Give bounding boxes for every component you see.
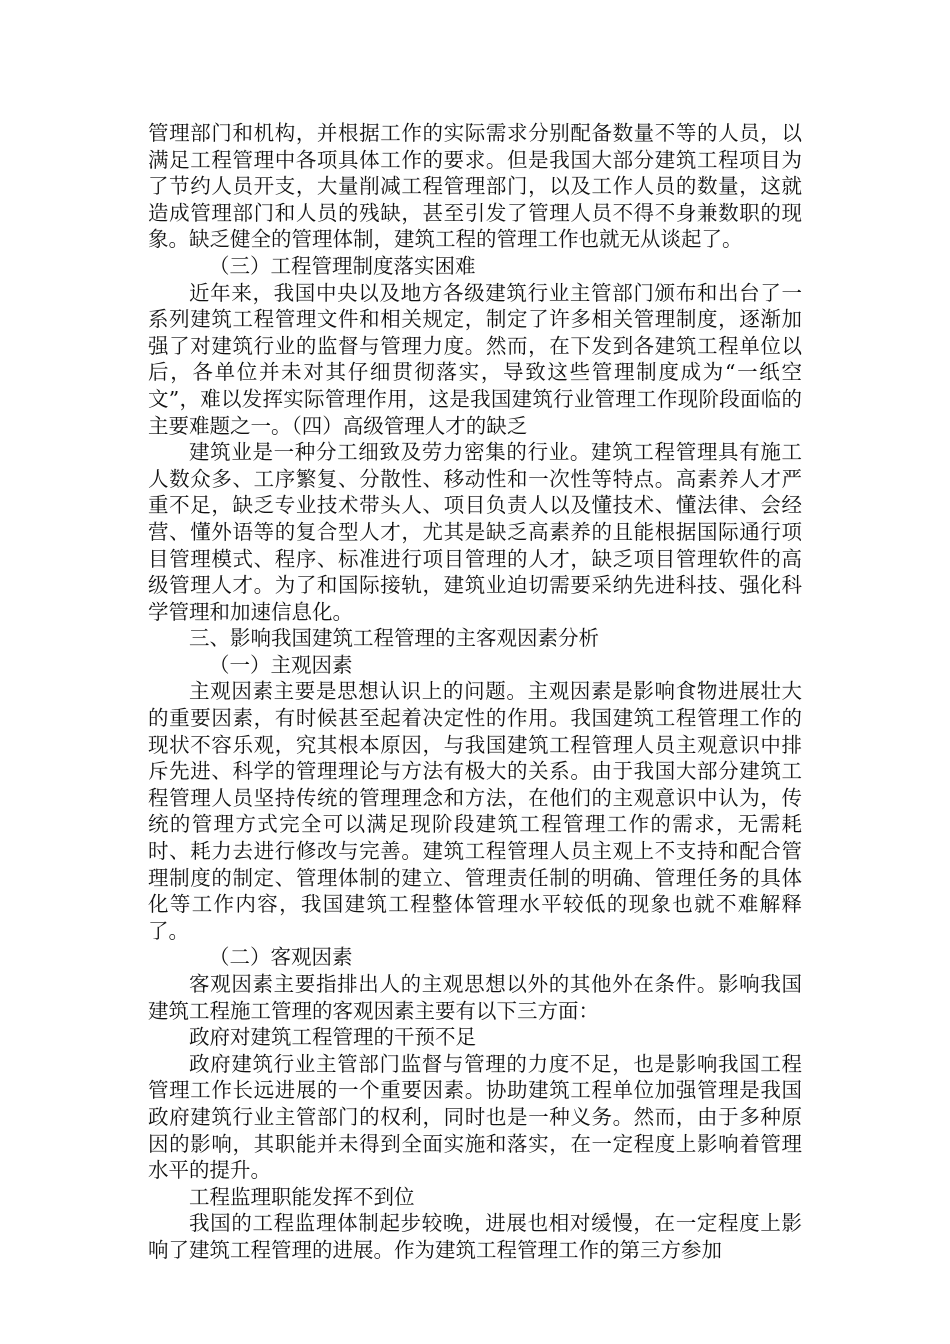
heading-government-intervention: 政府对建筑工程管理的干预不足	[189, 1025, 476, 1050]
paragraph-objective-factors: 客观因素主要指排出人的主观思想以外的其他外在条件。影响我国建筑工程施工管理的客观因素主要有以下三方面：	[148, 972, 802, 1023]
paragraph-subjective-factors: 主观因素主要是思想认识上的问题。主观因素是影响食物进展壮大的重要因素，有时候甚至起着决定性的作用。我国建筑工程管理工作的现状不容乐观，究其根本原因，与我国建筑工程管理人员主观意识中排斥先进、科学的管理理论与方法有极大的关系。由于我国大部分建筑工程管理人员坚持传统的管理理念和方法，在他们的主观意识中认为，传统的管理方式完全可以满足现阶段建筑工程管理工作的需求，无需耗时、耗力去进行修改与完善。建筑工程管理人员主观上不支持和配合管理制度的制定、管理体制的建立、管理责任制的明确、管理任务的具体化等工作内容，我国建筑工程整体管理水平较低的现象也就不难解释了。	[148, 679, 802, 943]
paragraph-supervision-function: 我国的工程监理体制起步较晚，进展也相对缓慢，在一定程度上影响了建筑工程管理的进展。作为建筑工程管理工作的第三方参加	[148, 1211, 802, 1262]
document-text-body	[148, 120, 802, 1264]
paragraph-government-intervention: 政府建筑行业主管部门监督与管理的力度不足，也是影响我国工程管理工作长远进展的一个重要因素。协助建筑工程单位加强管理是我国政府建筑行业主管部门的权利，同时也是一种义务。然而，由于多种原因的影响，其职能并未得到全面实施和落实，在一定程度上影响着管理水平的提升。	[148, 1051, 802, 1183]
paragraph-management-departments: 管理部门和机构，并根据工作的实际需求分别配备数量不等的人员，以满足工程管理中各项具体工作的要求。但是我国大部分建筑工程项目为了节约人员开支，大量削减工程管理部门，以及工作人员的数量，这就造成管理部门和人员的残缺，甚至引发了管理人员不得不身兼数职的现象。缺乏健全的管理体制，建筑工程的管理工作也就无从谈起了。	[148, 121, 802, 252]
paragraph-talent-shortage: 建筑业是一种分工细致及劳力密集的行业。建筑工程管理具有施工人数众多、工序繁复、分散性、移动性和一次性等特点。高素养人才严重不足，缺乏专业技术带头人、项目负责人以及懂技术、懂法律、会经营、懂外语等的复合型人才，尤其是缺乏高素养的且能根据国际通行项目管理模式、程序、标准进行项目管理的人才，缺乏项目管理软件的高级管理人才。为了和国际接轨，建筑业迫切需要采纳先进科技、强化科学管理和加速信息化。	[148, 440, 802, 624]
heading-system-implementation: （三）工程管理制度落实困难	[209, 253, 476, 278]
heading-objective-factors: （二）客观因素	[209, 945, 353, 970]
heading-factor-analysis: 三、影响我国建筑工程管理的主客观因素分析	[189, 626, 599, 651]
paragraph-regulations: 近年来，我国中央以及地方各级建筑行业主管部门颁布和出台了一系列建筑工程管理文件和相关规定，制定了许多相关管理制度，逐渐加强了对建筑行业的监督与管理力度。然而，在下发到各建筑工程单位以后，各单位并未对其仔细贯彻落实，导致这些管理制度成为“一纸空文”，难以发挥实际管理作用，这是我国建筑行业管理工作现阶段面临的主要难题之一。（四）高级管理人才的缺乏	[148, 280, 802, 438]
heading-supervision-function: 工程监理职能发挥不到位	[189, 1184, 415, 1209]
heading-subjective-factors: （一）主观因素	[209, 652, 353, 677]
